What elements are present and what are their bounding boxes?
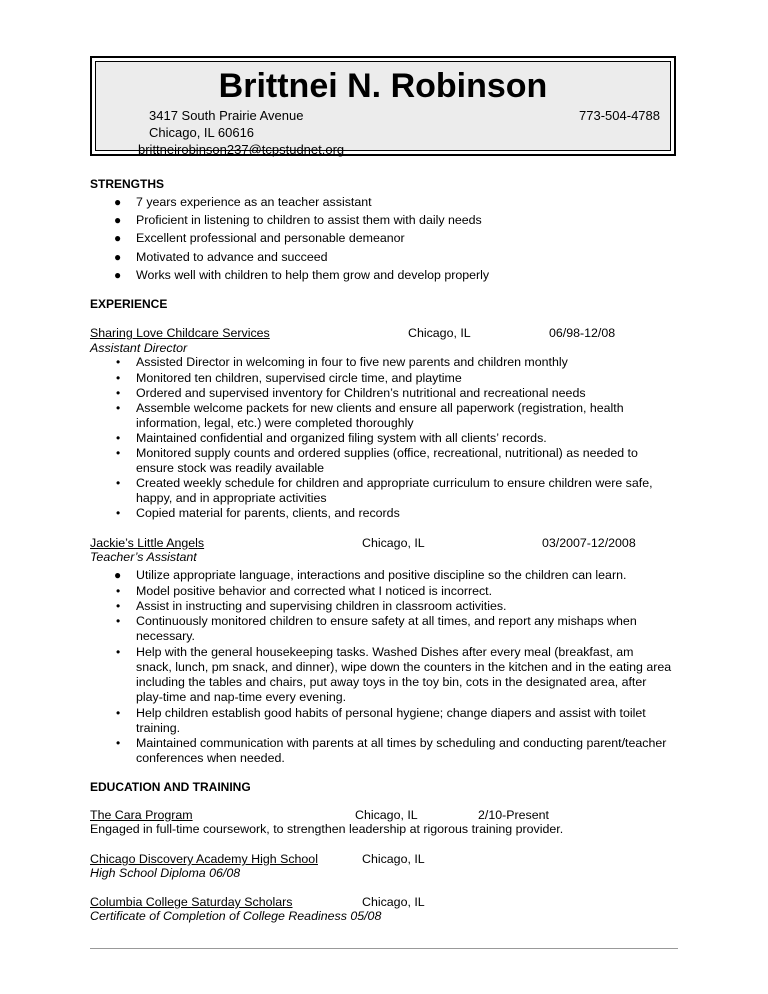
bullet-icon: ● xyxy=(114,268,122,282)
job-role: Assistant Director xyxy=(90,341,188,355)
school-name: Columbia College Saturday Scholars xyxy=(90,895,293,909)
job-location: Chicago, IL xyxy=(362,536,425,550)
strength-item: Motivated to advance and succeed xyxy=(136,250,328,264)
school-dates: 2/10-Present xyxy=(478,808,549,822)
job-dates: 03/2007-12/2008 xyxy=(542,536,636,550)
address-line-1: 3417 South Prairie Avenue xyxy=(149,108,304,123)
school-name: The Cara Program xyxy=(90,808,193,822)
header-box xyxy=(90,56,676,156)
duty-line: Help children establish good habits of personal hygiene; change diapers and assist with toilet xyxy=(136,706,646,720)
duty-line: Monitored supply counts and ordered supplies (office, recreational, nutritional) as needed to xyxy=(136,446,638,460)
duty-line-cont: snack, lunch, pm snack, and dinner), wipe down the counters in the kitchen and in the eating area xyxy=(136,660,672,674)
duty-line: Continuously monitored children to ensure safety at all times, and report any mishaps when xyxy=(136,614,637,628)
duty-line-cont: play-time and nap-time every evening. xyxy=(136,690,347,704)
bullet-icon: • xyxy=(116,446,121,460)
duty-line: Model positive behavior and corrected what I noticed is incorrect. xyxy=(136,584,493,598)
duty-line: Assisted Director in welcoming in four to five new parents and children monthly xyxy=(136,355,568,369)
bullet-icon: • xyxy=(116,645,121,659)
bullet-icon: • xyxy=(116,431,121,445)
email-address[interactable]: brittneirobinson237@tcpstudnet.org xyxy=(138,142,345,157)
school-location: Chicago, IL xyxy=(355,808,418,822)
duty-line-cont: necessary. xyxy=(136,629,195,643)
bullet-icon: • xyxy=(116,706,121,720)
duty-line: Monitored ten children, supervised circle time, and playtime xyxy=(136,371,462,385)
bullet-icon: • xyxy=(116,506,121,520)
bullet-icon: ● xyxy=(114,231,122,245)
school-location: Chicago, IL xyxy=(362,852,425,866)
bullet-icon: • xyxy=(116,371,121,385)
strengths-heading: STRENGTHS xyxy=(90,177,165,191)
duty-line: Help with the general housekeeping tasks. Washed Dishes after every meal (breakfast, am xyxy=(136,645,634,659)
duty-line: Assist in instructing and supervising children in classroom activities. xyxy=(136,599,507,613)
bullet-icon: • xyxy=(116,599,121,613)
bullet-icon: • xyxy=(116,401,121,415)
strength-item: Excellent professional and personable demeanor xyxy=(136,231,405,245)
strength-item: 7 years experience as an teacher assistant xyxy=(136,195,372,209)
bullet-icon: ● xyxy=(114,250,122,264)
strength-item: Works well with children to help them grow and develop properly xyxy=(136,268,490,282)
education-heading: EDUCATION AND TRAINING xyxy=(90,780,251,794)
job-employer: Jackie’s Little Angels xyxy=(90,536,205,550)
duty-line: Copied material for parents, clients, and records xyxy=(136,506,400,520)
strength-item: Proficient in listening to children to assist them with daily needs xyxy=(136,213,482,227)
duty-line-cont: information, legal, etc.) were completed thoroughly xyxy=(136,416,414,430)
address-line-2: Chicago, IL 60616 xyxy=(149,125,255,140)
job-location: Chicago, IL xyxy=(408,326,471,340)
bullet-icon: ● xyxy=(114,195,122,209)
phone-number: 773-504-4788 xyxy=(579,108,660,123)
duty-line: Ordered and supervised inventory for Children’s nutritional and recreational needs xyxy=(136,386,586,400)
bullet-icon: • xyxy=(116,386,121,400)
duty-line-cont: including the tables and chairs, put away toys in the toy bin, cots in the designated area, after xyxy=(136,675,647,689)
school-name: Chicago Discovery Academy High School xyxy=(90,852,318,866)
footer-divider xyxy=(90,948,678,949)
candidate-name: Brittnei N. Robinson xyxy=(218,67,548,105)
school-location: Chicago, IL xyxy=(362,895,425,909)
experience-heading: EXPERIENCE xyxy=(90,297,168,311)
job-role: Teacher’s Assistant xyxy=(90,550,197,564)
duty-line-cont: happy, and in appropriate activities xyxy=(136,491,327,505)
job-dates: 06/98-12/08 xyxy=(549,326,616,340)
duty-line: Maintained communication with parents at all times by scheduling and conducting parent/teacher xyxy=(136,736,667,750)
job-employer: Sharing Love Childcare Services xyxy=(90,326,270,340)
bullet-icon: • xyxy=(116,584,121,598)
bullet-icon: • xyxy=(116,736,121,750)
duty-line-cont: ensure stock was readily available xyxy=(136,461,325,475)
bullet-icon: ● xyxy=(114,568,122,582)
header-inner xyxy=(95,61,671,157)
bullet-icon: • xyxy=(116,476,121,490)
duty-line-cont: conferences when needed. xyxy=(136,751,285,765)
bullet-icon: ● xyxy=(114,213,122,227)
duty-line-cont: training. xyxy=(136,721,181,735)
duty-line: Created weekly schedule for children and appropriate curriculum to ensure children were safe, xyxy=(136,476,653,490)
school-detail: Engaged in full-time coursework, to strengthen leadership at rigorous training provider. xyxy=(90,822,564,836)
school-detail: High School Diploma 06/08 xyxy=(90,866,241,880)
duty-line: Assemble welcome packets for new clients and ensure all paperwork (registration, health xyxy=(136,401,624,415)
bullet-icon: • xyxy=(116,614,121,628)
bullet-icon: • xyxy=(116,355,121,369)
school-detail: Certificate of Completion of College Readiness 05/08 xyxy=(90,909,382,923)
duty-line: Utilize appropriate language, interactions and positive discipline so the children can learn. xyxy=(136,568,627,582)
duty-line: Maintained confidential and organized filing system with all clients’ records. xyxy=(136,431,547,445)
